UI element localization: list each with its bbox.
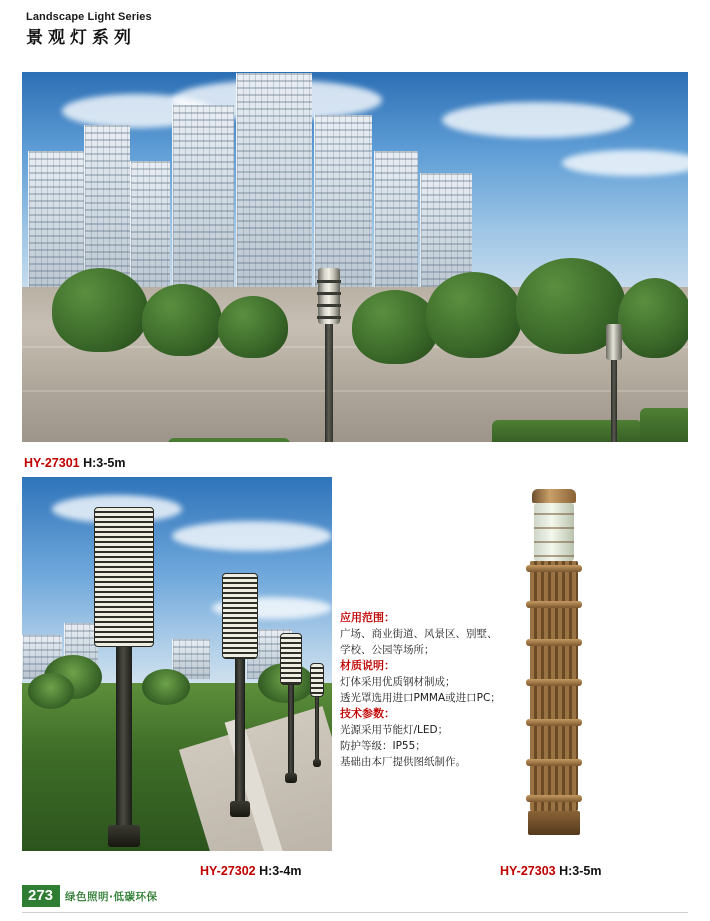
- product-height: H:3-5m: [83, 456, 126, 470]
- caption-top: [24, 456, 125, 470]
- lamp-pole: [611, 360, 617, 442]
- diffuser-band: [534, 527, 574, 529]
- spec-line: 透光罩选用进口PMMA或进口PC；: [340, 692, 501, 704]
- spec-line: 广场、商业街道、风景区、别墅、: [340, 628, 498, 640]
- lamp-ring: [526, 759, 582, 766]
- lamp-diffuser: [534, 503, 574, 561]
- product-height: H:3-4m: [259, 864, 302, 878]
- lamp-ring: [526, 795, 582, 802]
- bollard-lamp: [94, 507, 154, 847]
- pavement-line: [22, 390, 688, 392]
- bollard-lamp: [280, 633, 302, 803]
- product-code: HY-27303: [500, 864, 556, 878]
- page-header: [26, 10, 426, 49]
- spec-title-parameters: 技术参数：: [340, 707, 395, 720]
- caption-bottom-left: [200, 864, 301, 878]
- column-lamp: [524, 489, 584, 835]
- lamp-base: [230, 801, 250, 817]
- hedge-shape: [640, 408, 688, 442]
- lamp-ring: [526, 601, 582, 608]
- lamp-pole: [235, 659, 245, 809]
- spec-line: 学校、公园等场所；: [340, 644, 435, 656]
- diffuser-band: [534, 555, 574, 557]
- lamp-head: [606, 324, 622, 360]
- cloud-shape: [172, 521, 332, 551]
- header-title-cn: 景观灯系列: [26, 28, 136, 48]
- specifications-block: [340, 610, 510, 770]
- lamp-band: [317, 292, 341, 295]
- lamp-band: [317, 304, 341, 307]
- page-footer: [22, 885, 158, 907]
- tree-shape: [352, 290, 438, 364]
- lamp-base: [108, 825, 140, 847]
- lamp-base: [285, 773, 297, 783]
- palm-tree-shape: [28, 673, 74, 709]
- top-product-photo: [22, 72, 688, 442]
- product-code: HY-27302: [200, 864, 256, 878]
- cloud-shape: [442, 102, 632, 138]
- diffuser-band: [534, 541, 574, 543]
- building-shape: [374, 151, 418, 301]
- header-title-en: Landscape Light Series: [26, 11, 152, 23]
- lamp-head: [94, 507, 154, 647]
- lamp-ring: [526, 565, 582, 572]
- lamp-ring: [526, 639, 582, 646]
- lamp-head: [280, 633, 302, 685]
- tree-shape: [618, 278, 688, 358]
- caption-bottom-right: [500, 864, 601, 878]
- spec-title-material: 材质说明：: [340, 659, 395, 672]
- tree-shape: [426, 272, 522, 358]
- bottom-left-product-photo: [22, 477, 332, 851]
- lamp-ring: [526, 679, 582, 686]
- lamp-pole: [315, 697, 319, 763]
- footer-divider: [22, 912, 688, 913]
- landscape-lamp-primary: [318, 268, 340, 442]
- tree-shape: [52, 268, 148, 352]
- spec-title-application: 应用范围：: [340, 611, 395, 624]
- lamp-pole: [116, 647, 132, 845]
- bollard-lamp: [310, 663, 324, 783]
- diffuser-band: [534, 513, 574, 515]
- lamp-head: [310, 663, 324, 697]
- bollard-lamp: [222, 573, 258, 829]
- building-shape: [130, 161, 170, 301]
- lamp-cap: [532, 489, 576, 503]
- building-shape: [236, 73, 312, 301]
- lamp-head: [222, 573, 258, 659]
- lamp-band: [317, 316, 341, 319]
- spec-line: 基础由本厂提供图纸制作。: [340, 756, 466, 768]
- lamp-base: [528, 811, 580, 835]
- footer-slogan: 绿色照明·低碳环保: [65, 890, 158, 903]
- tree-shape: [218, 296, 288, 358]
- spec-line: 光源采用节能灯/LED；: [340, 724, 449, 736]
- lamp-slatted-body: [530, 561, 578, 811]
- product-height: H:3-5m: [559, 864, 602, 878]
- building-shape: [172, 105, 234, 301]
- product-code: HY-27301: [24, 456, 80, 470]
- page-number: 273: [22, 885, 60, 907]
- lamp-pole: [325, 324, 333, 442]
- tree-shape: [142, 284, 222, 356]
- landscape-lamp-secondary: [606, 324, 622, 442]
- lamp-pole: [288, 685, 294, 777]
- lamp-ring: [526, 719, 582, 726]
- spec-line: 灯体采用优质钢材制成；: [340, 676, 456, 688]
- lamp-base: [313, 759, 321, 767]
- hedge-shape: [168, 438, 290, 442]
- lamp-band: [317, 280, 341, 283]
- spec-line: 防护等级：IP55；: [340, 740, 426, 752]
